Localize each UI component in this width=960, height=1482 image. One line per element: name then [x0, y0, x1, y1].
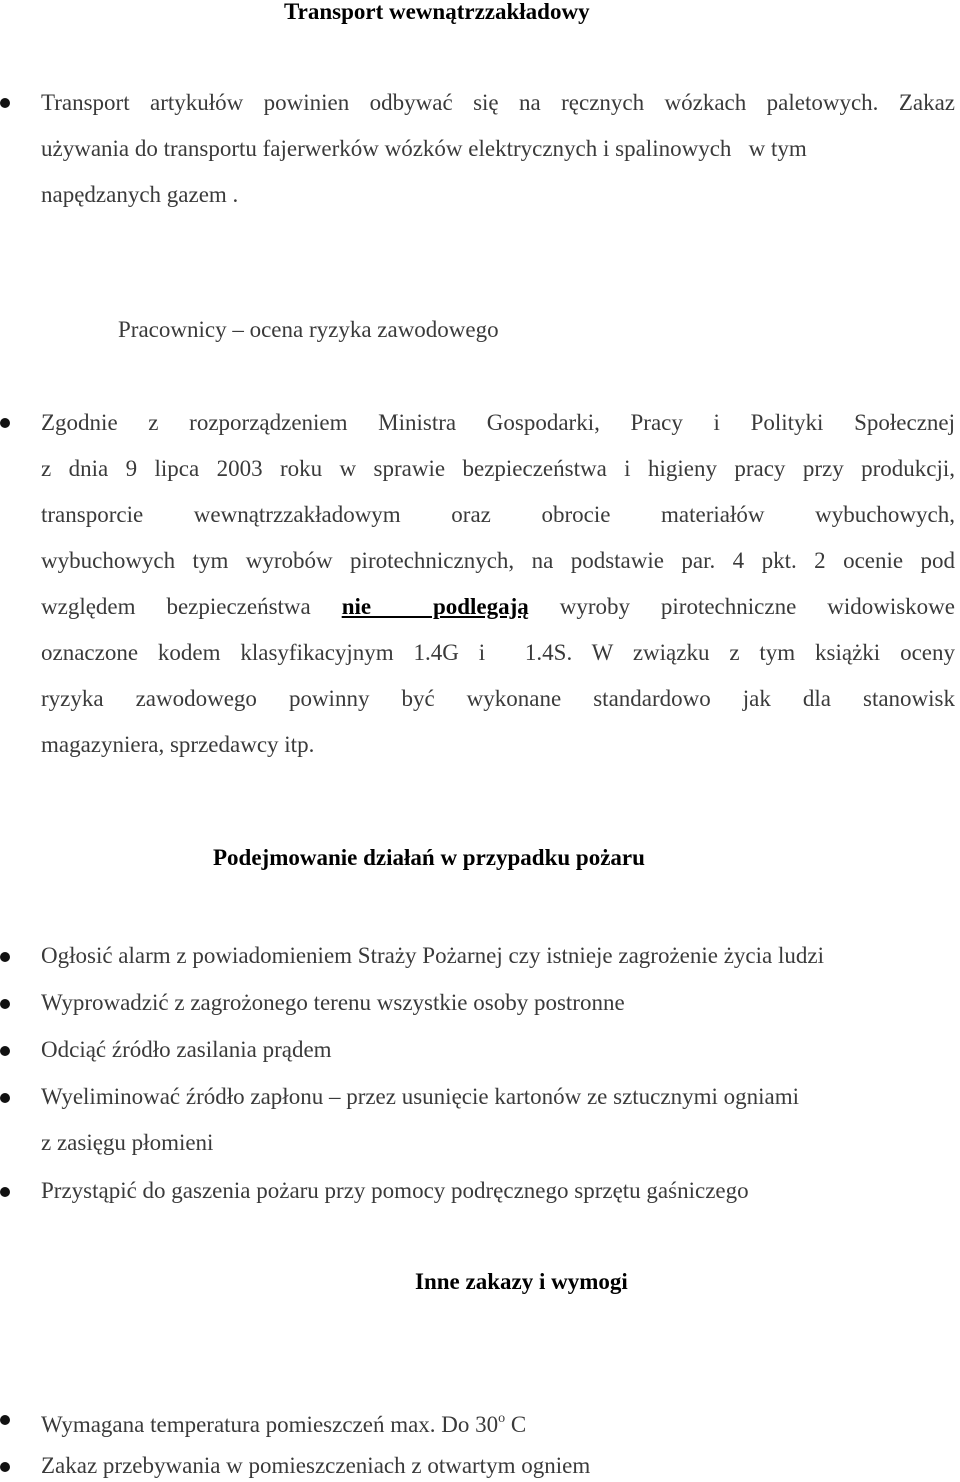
- bullet-pozar-2: [0, 999, 10, 1009]
- pracownicy-line-2: z dnia 9 lipca 2003 roku w sprawie bezpieczeństwa i higieny pracy przy produkcji,: [41, 456, 955, 481]
- pozar-item-1: Ogłosić alarm z powiadomieniem Straży Pożarnej czy istnieje zagrożenie życia ludzi: [41, 943, 824, 968]
- temperature-text: Wymagana temperatura pomieszczeń max. Do 30: [41, 1412, 499, 1437]
- pozar-item-4-continued: z zasięgu płomieni: [41, 1130, 214, 1155]
- pracownicy-line-3: transporcie wewnątrzzakładowym oraz obrocie materiałów wybuchowych,: [41, 502, 955, 527]
- inne-item-temperature: [41, 1405, 526, 1439]
- bullet-pozar-1: [0, 952, 10, 962]
- bullet-pozar-4: [0, 1093, 10, 1103]
- heading-transport: Transport wewnątrzzakładowy: [284, 0, 590, 24]
- transport-line-1: Transport artykułów powinien odbywać się na ręcznych wózkach paletowych. Zakaz: [41, 90, 955, 115]
- nie-podlegaja-emphasis: nie podlegają: [341, 594, 529, 619]
- pozar-item-5: Przystąpić do gaszenia pożaru przy pomocy podręcznego sprzętu gaśniczego: [41, 1178, 749, 1203]
- inne-item-open-fire: Zakaz przebywania w pomieszczeniach z otwartym ogniem: [41, 1453, 591, 1478]
- pracownicy-line-5: [41, 593, 955, 639]
- heading-pozar: Podejmowanie działań w przypadku pożaru: [213, 845, 645, 870]
- degree-symbol: o: [498, 1411, 506, 1426]
- bullet-pracownicy: [0, 418, 10, 428]
- heading-inne: Inne zakazy i wymogi: [415, 1269, 628, 1294]
- pracownicy-line-5-before: względem bezpieczeństwa: [41, 594, 342, 619]
- pracownicy-paragraph: [41, 409, 955, 777]
- pracownicy-line-6: oznaczone kodem klasyfikacyjnym 1.4G i 1.4S. W związku z tym książki oceny: [41, 640, 955, 665]
- pracownicy-line-8: magazyniera, sprzedawcy itp.: [41, 732, 315, 757]
- transport-paragraph: [41, 89, 955, 227]
- pracownicy-line-4: wybuchowych tym wyrobów pirotechnicznych, na podstawie par. 4 pkt. 2 ocenie pod: [41, 548, 955, 573]
- pozar-item-3: Odciąć źródło zasilania prądem: [41, 1037, 332, 1062]
- pozar-item-4: Wyeliminować źródło zapłonu – przez usunięcie kartonów ze sztucznymi ogniami: [41, 1084, 799, 1109]
- bullet-pozar-3: [0, 1046, 10, 1056]
- transport-line-3: napędzanych gazem .: [41, 182, 239, 207]
- bullet-inne-1: [0, 1415, 10, 1425]
- pracownicy-line-1: Zgodnie z rozporządzeniem Ministra Gospodarki, Pracy i Polityki Społecznej: [41, 410, 955, 435]
- transport-line-2: używania do transportu fajerwerków wózków elektrycznych i spalinowych w tym: [41, 136, 807, 161]
- bullet-transport: [0, 98, 10, 108]
- temperature-unit: C: [505, 1412, 527, 1437]
- pracownicy-line-7: ryzyka zawodowego powinny być wykonane standardowo jak dla stanowisk: [41, 686, 955, 711]
- bullet-pozar-5: [0, 1187, 10, 1197]
- pozar-item-2: Wyprowadzić z zagrożonego terenu wszystkie osoby postronne: [41, 990, 625, 1015]
- bullet-inne-2: [0, 1462, 10, 1472]
- pracownicy-line-5-after: wyroby pirotechniczne widowiskowe: [528, 594, 955, 619]
- heading-pracownicy: Pracownicy – ocena ryzyka zawodowego: [118, 317, 499, 342]
